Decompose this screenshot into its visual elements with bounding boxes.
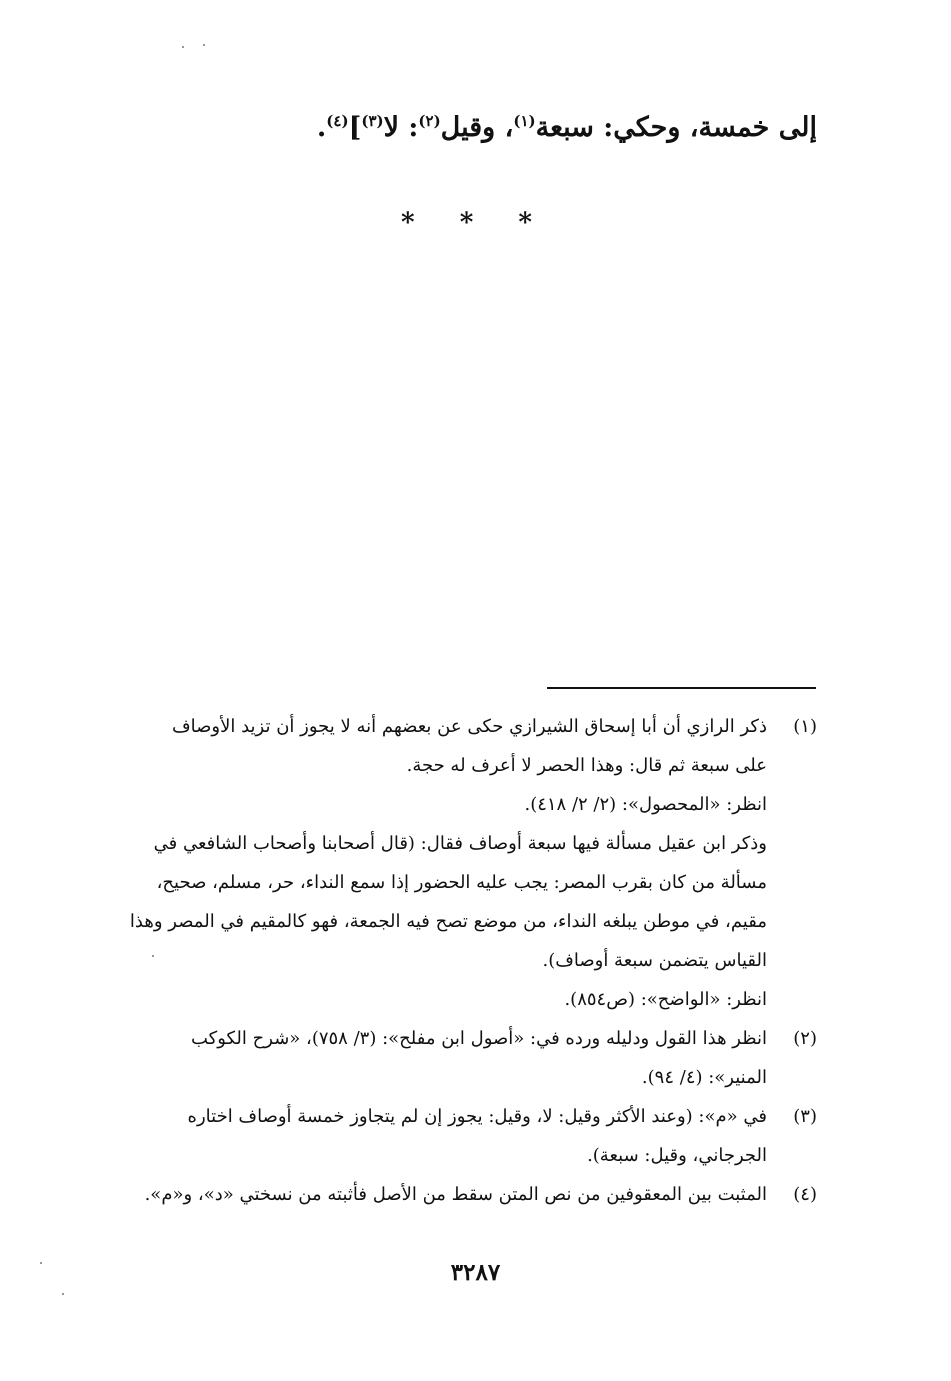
footnote-line: مقيم، في موطن يبلغه النداء، من موضع تصح فيه الجمعة، فهو كالمقيم في المصر وهذا: [129, 911, 767, 932]
scan-speck: [203, 44, 205, 46]
footnote-line: انظر: «المحصول»: (٢/ ٢/ ٤١٨).: [524, 794, 767, 815]
scan-speck: [62, 1293, 64, 1295]
footnote-line: المثبت بين المعقوفين من نص المتن سقط من الأصل فأثبته من نسختي «د»، و«م».: [144, 1184, 767, 1205]
footnote-line: المنير»: (٤/ ٩٤).: [641, 1067, 767, 1088]
footnote-number: (٢): [793, 1028, 817, 1049]
footnote-1: [113, 707, 817, 1019]
footnote-line: ذكر الرازي أن أبا إسحاق الشيرازي حكى عن بعضهم أنه لا يجوز أن تزيد الأوصاف: [171, 716, 767, 737]
page-number: ٣٢٨٧: [450, 1259, 501, 1286]
footnote-separator-rule: [547, 687, 816, 689]
main-text-segment: .: [316, 112, 327, 143]
footnote-ref-3[interactable]: (٣): [361, 112, 384, 130]
footnote-line: على سبعة ثم قال: وهذا الحصر لا أعرف له حجة.: [406, 755, 767, 776]
main-text-segment: إلى خمسة، وحكي: سبعة: [535, 112, 817, 143]
footnote-line: الجرجاني، وقيل: سبعة).: [587, 1145, 767, 1166]
main-text-segment: : لا: [383, 112, 419, 143]
scan-speck: [182, 46, 184, 48]
closing-bracket: ]: [348, 112, 362, 143]
footnote-line: وذكر ابن عقيل مسألة فيها سبعة أوصاف فقال: (قال أصحابنا وأصحاب الشافعي في: [153, 833, 767, 854]
main-text-line: [117, 98, 817, 158]
footnote-line: انظر هذا القول ودليله ورده في: «أصول ابن مفلح»: (٣/ ٧٥٨)، «شرح الكوكب: [190, 1028, 767, 1049]
footnote-ref-1[interactable]: (١): [513, 112, 536, 130]
scan-speck: [152, 955, 154, 957]
main-text-segment: ، وقيل: [440, 112, 514, 143]
footnote-line: مسألة من كان بقرب المصر: يجب عليه الحضور إذا سمع النداء، حر، مسلم، صحيح،: [156, 872, 767, 893]
footnote-line: انظر: «الواضح»: (ص٨٥٤).: [564, 989, 767, 1010]
footnote-number: (٤): [793, 1184, 817, 1205]
footnote-number: (٣): [793, 1106, 817, 1127]
footnote-line: القياس يتضمن سبعة أوصاف).: [542, 950, 767, 971]
footnote-3: [113, 1097, 817, 1175]
section-divider: * * *: [401, 208, 550, 238]
footnote-line: في «م»: (وعند الأكثر وقيل: لا، وقيل: يجوز إن لم يتجاوز خمسة أوصاف اختاره: [187, 1106, 767, 1127]
footnote-number: (١): [793, 716, 817, 737]
footnotes-section: [113, 707, 817, 1214]
footnote-ref-4[interactable]: (٤): [326, 112, 349, 130]
footnote-ref-2[interactable]: (٢): [418, 112, 441, 130]
footnote-2: [113, 1019, 817, 1097]
footnote-4: [113, 1175, 817, 1214]
scan-speck: [40, 1262, 42, 1264]
